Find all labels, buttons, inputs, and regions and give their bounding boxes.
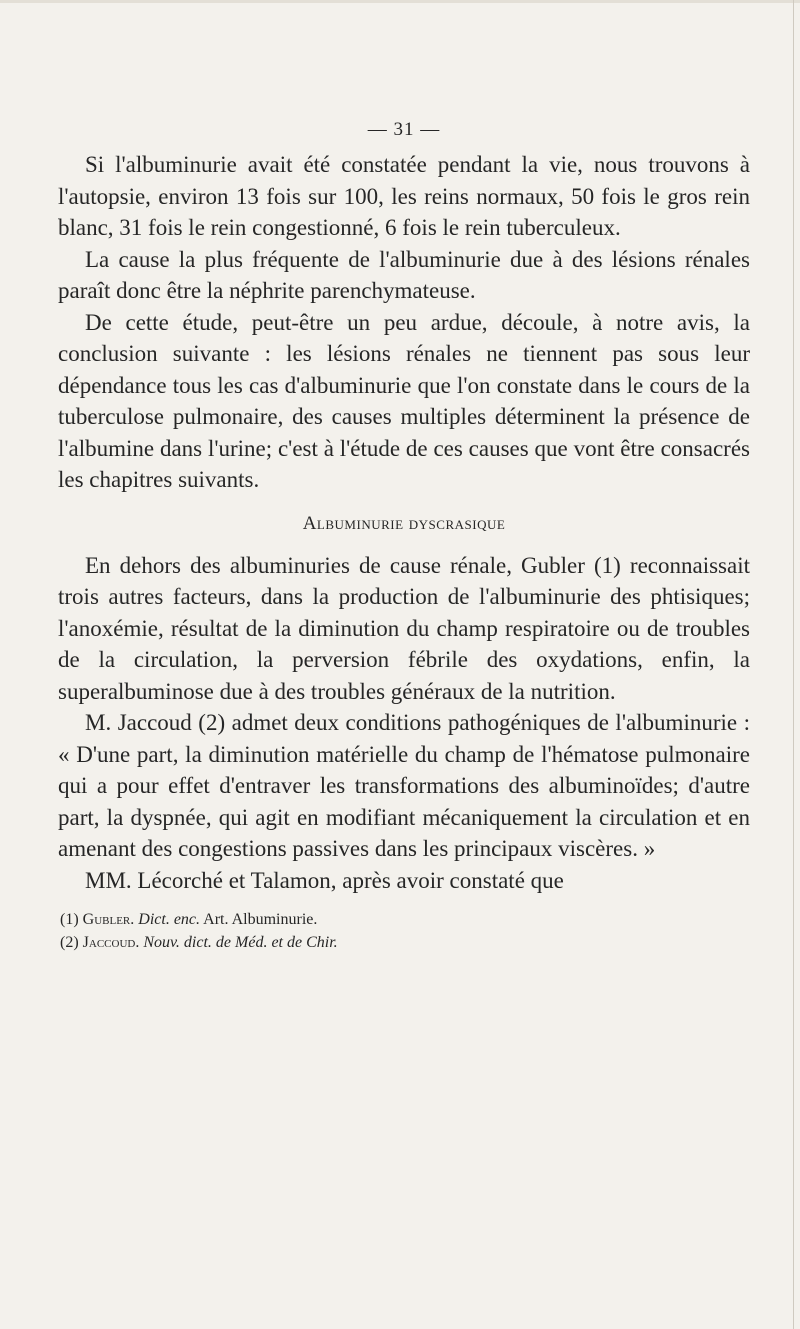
footnote-item xyxy=(58,908,750,931)
page-number: — 31 — xyxy=(367,119,441,140)
footnote-rest: Art. Albuminurie. xyxy=(203,911,318,928)
footnote-work: Dict. enc. xyxy=(138,911,201,928)
footnote-work: Nouv. dict. de Méd. et de Chir. xyxy=(143,934,338,951)
footnote-marker: (1) xyxy=(60,911,79,928)
paragraph-conclusion: De cette étude, peut-être un peu ardue, découle, à notre avis, la conclusion suivante : les lésions rénales ne tiennent pas sous leur dépendance tous les cas d'albuminurie que l'on constate dans le cours de la tuberculose pulmonaire, des causes multiples déterminent la présence de l'albumine dans l'urine; c'est à l'étude de ces causes que vont être consacrés les chapitres suivants. xyxy=(58,309,750,492)
footnote-author: Jaccoud. xyxy=(82,934,140,951)
paragraph-frequent-cause: La cause la plus fréquente de l'albuminurie due à des lésions rénales paraît donc être la néphrite parenchymateuse. xyxy=(58,246,750,303)
page-top-edge xyxy=(0,0,800,3)
footnote-marker: (2) xyxy=(60,934,79,951)
section-heading xyxy=(58,512,750,536)
text-body xyxy=(58,118,750,954)
footnote-item xyxy=(58,931,750,954)
paragraph-gubler: En dehors des albuminuries de cause rénale, Gubler (1) reconnaissait trois autres facteurs, dans la production de l'albuminurie des phtisiques; l'anoxémie, résultat de la diminution du champ respiratoire ou de troubles de la circulation, la perversion fébrile des oxydations, enfin, la superalbuminose due à des troubles généraux de la nutrition. xyxy=(58,552,750,704)
page-right-edge xyxy=(793,0,794,1329)
paragraph-lecorche: MM. Lécorché et Talamon, après avoir constaté que xyxy=(85,867,564,893)
footnotes xyxy=(58,908,750,954)
footnote-author: Gubler. xyxy=(82,911,135,928)
paragraph-autopsy-findings: Si l'albuminurie avait été constatée pendant la vie, nous trouvons à l'autopsie, environ 13 fois sur 100, les reins normaux, 50 fois le gros rein blanc, 31 fois le rein congestionné, 6 fois le rein tuberculeux. xyxy=(58,152,750,240)
paragraph-jaccoud: M. Jaccoud (2) admet deux conditions pathogéniques de l'albuminurie : « D'une part, la diminution matérielle du champ de l'hématose pulmonaire qui a pour effet d'entraver les transformations des albuminoïdes; d'autre part, la dyspnée, qui agit en modifiant mécaniquement la circulation et en amenant des congestions passives dans les principaux viscères. » xyxy=(58,710,750,861)
section-heading-text: Albuminurie dyscrasique xyxy=(302,512,506,534)
